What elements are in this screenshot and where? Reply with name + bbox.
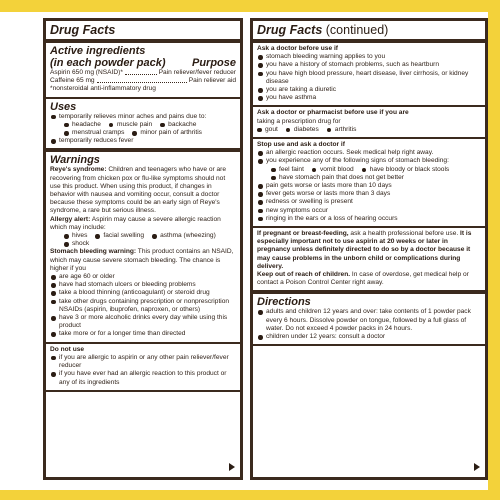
list-item: new symptoms occur: [257, 207, 481, 215]
list-item: muscle pain: [109, 121, 152, 129]
list-item: you have a history of stomach problems, such as heartburn: [257, 61, 481, 69]
ingredients-subtitle: (in each powder pack): [50, 57, 166, 69]
ask-pharmacist-items: [257, 126, 481, 134]
list-item: feel faint: [271, 166, 304, 174]
warnings-section: [46, 152, 240, 343]
pregnancy-text: ask a health professional before use.: [348, 230, 461, 238]
list-item: have had stomach ulcers or bleeding problems: [50, 281, 236, 289]
ask-doctor-list: [257, 53, 481, 102]
list-item: have bloody or black stools: [362, 166, 450, 174]
panel-title: Drug Facts: [46, 21, 240, 43]
keep-text: In case of overdose, get medical help or contact a Poison Control Center right away.: [257, 271, 469, 287]
list-item: children under 12 years: consult a doctor: [257, 333, 481, 341]
nsaid-footnote: *nonsteroidal anti-inflammatory drug: [50, 85, 156, 93]
list-item: take a blood thinning (anticoagulant) or steroid drug: [50, 289, 236, 297]
ingredient-name: Aspirin 650 mg (NSAID)*: [50, 69, 123, 76]
ingredient-row: [50, 69, 236, 77]
directions-title: Directions: [257, 296, 311, 309]
list-item: facial swelling: [95, 232, 144, 240]
bleeding-label: Stomach bleeding warning:: [50, 248, 137, 256]
allergy-items: [50, 232, 236, 248]
list-item: are age 60 or older: [50, 273, 236, 281]
leader-dots: [125, 69, 157, 75]
allergy-alert: [50, 216, 236, 232]
list-item: pain gets worse or lasts more than 10 days: [257, 182, 481, 190]
list-item: gout: [257, 126, 278, 134]
list-item: ringing in the ears or a loss of hearing occurs: [257, 215, 481, 223]
continue-arrow-icon: [229, 463, 235, 471]
reye-warning: [50, 166, 236, 215]
list-item: adults and children 12 years and over: take contents of 1 powder pack every 6 hours. Dissolve powder on tongue, followed by a full glass of water. Do not exceed 4 powder packs in 24 hours.: [257, 308, 481, 333]
ask-pharmacist-section: [253, 107, 485, 139]
ingredient-purpose: Pain reliever aid: [188, 77, 236, 85]
ingredient-name: Caffeine 65 mg: [50, 77, 95, 85]
list-item: redness or swelling is present: [257, 198, 481, 206]
stop-use-list-b: [257, 182, 481, 223]
stop-use-title: Stop use and ask a doctor if: [257, 141, 345, 149]
leader-dots: [97, 77, 187, 83]
keep-out-of-reach: [257, 271, 481, 287]
panel-title-continued: (continued): [322, 23, 389, 37]
list-item: temporarily reduces fever: [50, 137, 236, 145]
list-item: have stomach pain that does not get better: [271, 174, 404, 182]
list-item: minor pain of arthritis: [132, 129, 202, 137]
uses-list: [50, 113, 236, 121]
list-item: headache: [64, 121, 101, 129]
ask-pharmacist-title: Ask a doctor or pharmacist before use if you are: [257, 109, 409, 117]
active-ingredients-section: [46, 43, 240, 99]
uses-section: [46, 99, 240, 153]
list-item: temporarily relieves minor aches and pains due to:: [50, 113, 236, 121]
list-item: you have high blood pressure, heart disease, liver cirrhosis, or kidney disease: [257, 70, 481, 86]
list-item: vomit blood: [312, 166, 354, 174]
uses-title: Uses: [50, 100, 77, 113]
list-item: diabetes: [286, 126, 319, 134]
purpose-title: Purpose: [191, 57, 236, 69]
list-item: you experience any of the following signs of stomach bleeding:: [257, 157, 481, 165]
pregnancy-section: [253, 228, 485, 294]
stop-use-list-a: [257, 149, 481, 165]
list-item: have 3 or more alcoholic drinks every day while using this product: [50, 314, 236, 330]
drug-facts-panel-left: [43, 18, 243, 480]
ingredient-row: [50, 77, 236, 85]
list-item: fever gets worse or lasts more than 3 days: [257, 190, 481, 198]
yellow-band-right: [488, 0, 500, 500]
pregnancy-label: If pregnant or breast-feeding,: [257, 230, 349, 238]
yellow-band-top: [0, 0, 500, 12]
stop-use-section: [253, 139, 485, 228]
list-item: shock: [64, 240, 89, 248]
yellow-band-bottom: [0, 490, 500, 500]
allergy-text: Aspirin may cause a severe allergic reaction which may include:: [50, 215, 221, 231]
list-item: hives: [64, 232, 87, 240]
list-item: if you are allergic to aspirin or any other pain reliever/fever reducer: [50, 354, 236, 370]
ingredients-header-row: [50, 57, 236, 69]
list-item: an allergic reaction occurs. Seek medical help right away.: [257, 149, 481, 157]
keep-label: Keep out of reach of children.: [257, 271, 351, 279]
reye-label: Reye's syndrome:: [50, 166, 107, 174]
list-item: take more or for a longer time than directed: [50, 330, 236, 338]
do-not-use-title: Do not use: [50, 345, 85, 353]
uses-conditions: [50, 121, 236, 137]
pregnancy-bold: It is especially important not to use aspirin at 20 weeks or later in pregnancy unless definitely directed to do so by a doctor because it may cause problems in the unborn child or complications during delivery.: [257, 230, 472, 270]
stomach-bleeding-warning: [50, 248, 236, 273]
panel-title-text: Drug Facts: [257, 23, 323, 37]
list-item: if you have ever had an allergic reaction to this product or any of its ingredients: [50, 370, 236, 386]
list-item: backache: [160, 121, 196, 129]
active-ingredients-title: Active ingredients: [50, 45, 146, 57]
bleeding-risk-list: [50, 273, 236, 339]
bleeding-signs: [257, 166, 481, 182]
reye-text: Children and teenagers who have or are recovering from chicken pox or flu-like symptoms should not use this product. When using this product, if changes in behavior with nausea and vomiting occur, consult a doctor because these symptoms could be an early sign of Reye's syndrome, a rare but serious illness.: [50, 166, 227, 215]
list-item: stomach bleeding warning applies to you: [257, 53, 481, 61]
pregnancy-warning: [257, 230, 481, 271]
ask-pharmacist-text: taking a prescription drug for: [257, 117, 341, 125]
bleeding-text: This product contains an NSAID, which may cause severe stomach bleeding. The chance is higher if you: [50, 248, 234, 272]
directions-section: [253, 294, 485, 346]
do-not-use-section: [46, 344, 240, 392]
ingredient-purpose: Pain reliever/fever reducer: [158, 69, 236, 76]
do-not-use-list: [50, 354, 236, 387]
ask-doctor-section: [253, 43, 485, 107]
list-item: you are taking a diuretic: [257, 86, 481, 94]
allergy-label: Allergy alert:: [50, 215, 91, 223]
list-item: menstrual cramps: [64, 129, 124, 137]
list-item: arthritis: [327, 126, 357, 134]
panel-title: [253, 21, 485, 43]
continue-arrow-icon: [474, 463, 480, 471]
uses-list-last: [50, 137, 236, 145]
list-item: take other drugs containing prescription or nonprescription NSAIDs (aspirin, ibuprofen, naproxen, or others): [50, 298, 236, 314]
drug-facts-panel-right: [250, 18, 488, 480]
directions-list: [257, 308, 481, 341]
list-item: asthma (wheezing): [152, 232, 216, 240]
ask-doctor-title: Ask a doctor before use if: [257, 45, 338, 52]
warnings-title: Warnings: [50, 154, 100, 167]
list-item: you have asthma: [257, 94, 481, 102]
